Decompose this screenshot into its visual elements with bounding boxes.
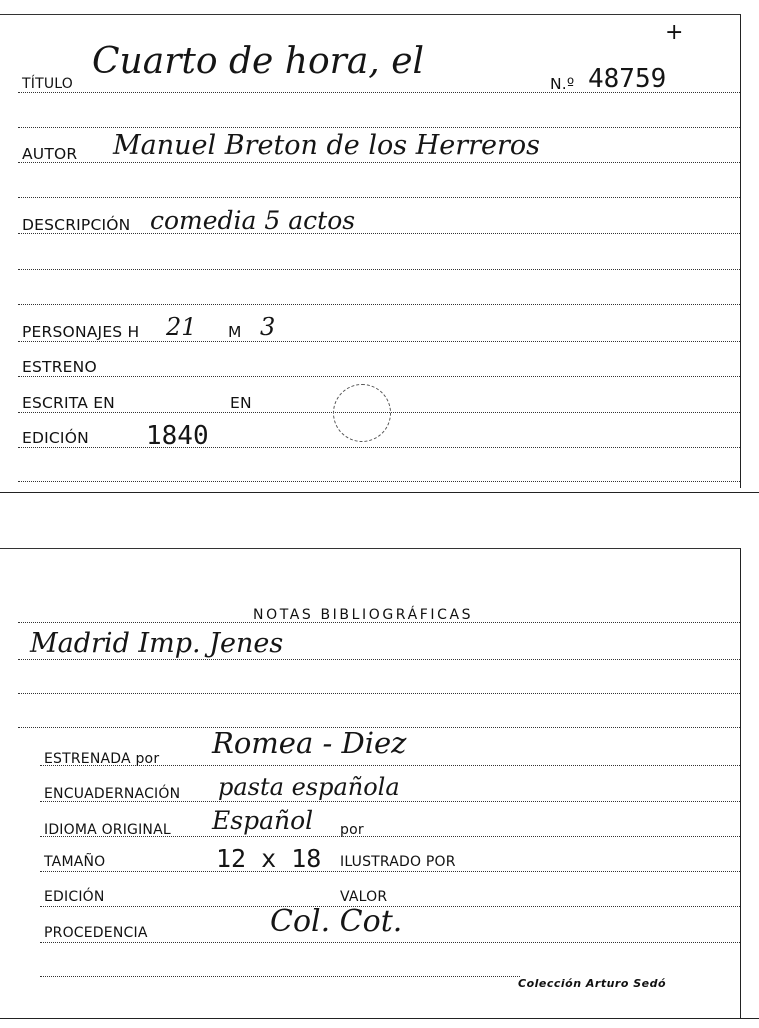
procedencia-value: Col. Cot. xyxy=(270,904,403,939)
numero-value: 48759 xyxy=(588,64,667,94)
autor-value: Manuel Breton de los Herreros xyxy=(113,130,541,161)
edicion-value: 1840 xyxy=(146,421,209,451)
personajes-h-value: 21 xyxy=(166,313,197,341)
rule-line xyxy=(40,942,740,943)
bottom-edge xyxy=(0,1018,759,1019)
idioma-label: IDIOMA ORIGINAL xyxy=(44,822,171,838)
procedencia-label: PROCEDENCIA xyxy=(44,925,148,941)
rule-line xyxy=(18,341,740,342)
rule-line xyxy=(18,447,740,448)
rule-line xyxy=(18,376,740,377)
idioma-value: Español xyxy=(212,806,314,835)
encuadernacion-label: ENCUADERNACIÓN xyxy=(44,786,181,802)
descripcion-value: comedia 5 actos xyxy=(150,206,356,235)
round-stamp xyxy=(333,384,391,442)
estreno-label: ESTRENO xyxy=(22,358,97,376)
tamano-label: TAMAÑO xyxy=(44,854,106,870)
rule-line xyxy=(18,481,740,482)
rule-line xyxy=(18,162,740,163)
rule-line xyxy=(18,659,740,660)
collection-footer: Colección Arturo Sedó xyxy=(518,977,667,990)
por-label: por xyxy=(340,822,364,838)
edicion-bottom-label: EDICIÓN xyxy=(44,889,105,905)
personajes-h-label: PERSONAJES H xyxy=(22,323,140,341)
rule-line xyxy=(18,269,740,270)
en-label: EN xyxy=(230,394,252,412)
estrenada-value: Romea - Diez xyxy=(212,726,407,760)
rule-line xyxy=(18,693,740,694)
estrenada-label: ESTRENADA por xyxy=(44,751,160,767)
notas-value: Madrid Imp. Jenes xyxy=(30,628,284,659)
tamano-value: 12 x 18 xyxy=(216,844,322,873)
encuadernacion-value: pasta española xyxy=(218,773,400,801)
autor-label: AUTOR xyxy=(22,145,78,163)
descripcion-label: DESCRIPCIÓN xyxy=(22,216,131,234)
personajes-m-value: 3 xyxy=(260,313,276,341)
numero-label: N.º xyxy=(550,75,575,93)
cross-mark: + xyxy=(665,20,684,45)
rule-line xyxy=(40,976,520,977)
escrita-en-label: ESCRITA EN xyxy=(22,394,115,412)
rule-line xyxy=(18,197,740,198)
ilustrado-label: ILUSTRADO POR xyxy=(340,854,456,870)
card-separator xyxy=(0,492,759,493)
edicion-label: EDICIÓN xyxy=(22,429,89,447)
valor-label: VALOR xyxy=(340,889,388,905)
rule-line xyxy=(40,871,740,872)
personajes-m-label: M xyxy=(228,323,242,341)
rule-line xyxy=(18,127,740,128)
titulo-value: Cuarto de hora, el xyxy=(92,41,425,82)
notas-title: NOTAS BIBLIOGRÁFICAS xyxy=(253,607,474,623)
rule-line xyxy=(18,304,740,305)
titulo-label: TÍTULO xyxy=(22,76,73,92)
